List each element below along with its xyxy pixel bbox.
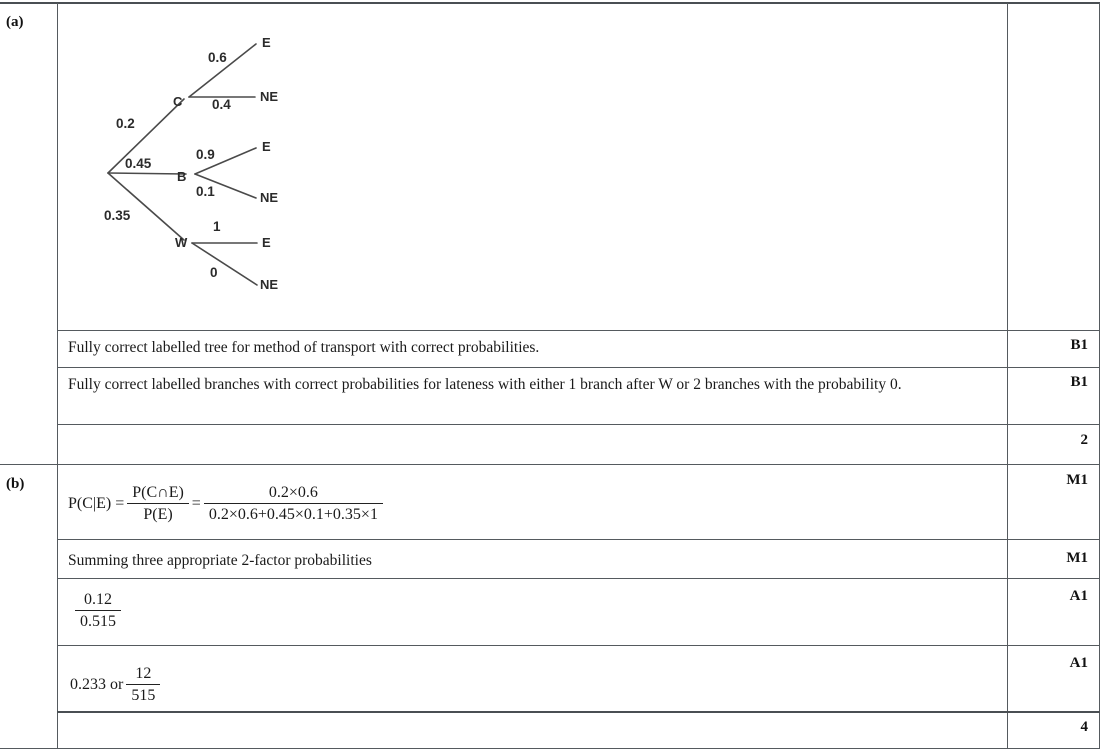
tree-prob-w-ne: 0	[210, 265, 218, 280]
row-divider-3	[57, 424, 1100, 425]
part-label-a: (a)	[6, 14, 24, 30]
answer-fraction-decimal-frac	[75, 590, 121, 631]
final-answer-denominator: 515	[131, 687, 156, 705]
row-divider-7	[57, 711, 1100, 713]
tree-prob-c-e: 0.6	[208, 50, 227, 65]
formula-lhs: P(C|E) =	[68, 494, 125, 512]
row-mark-b-a1-answer: A1	[1069, 655, 1088, 671]
tree-node-w-e: E	[262, 235, 271, 250]
conditional-probability-formula	[68, 483, 386, 524]
tree-prob-b-ne: 0.1	[196, 184, 215, 199]
row-mark-part-a-total: 2	[1080, 432, 1088, 448]
row-mark-b1-second: B1	[1070, 374, 1088, 390]
final-answer	[70, 664, 163, 705]
row-text-fully-correct-tree: Fully correct labelled tree for method of transport with correct probabilities.	[68, 339, 540, 356]
table-border-top-left	[0, 2, 58, 4]
tree-prob-c-ne: 0.4	[212, 97, 231, 112]
tree-node-b: B	[177, 169, 187, 184]
tree-prob-b-e: 0.9	[196, 147, 215, 162]
tree-node-c-e: E	[262, 35, 271, 50]
branch-w-ne	[192, 243, 257, 285]
part-divider-a-b	[0, 464, 1100, 465]
final-answer-numerator: 12	[126, 664, 160, 685]
row-divider-6	[57, 645, 1100, 646]
tree-node-w-ne: NE	[260, 277, 279, 292]
answer-fraction-decimal	[72, 590, 124, 631]
tree-node-c: C	[173, 94, 183, 109]
formula-fraction-1	[127, 483, 189, 524]
row-divider-5	[57, 578, 1100, 579]
branch-root-b	[108, 173, 186, 174]
row-divider-1	[57, 330, 1100, 331]
formula-fraction-2-numerator: 0.2×0.6	[204, 483, 383, 504]
tree-node-c-ne: NE	[260, 89, 279, 104]
part-label-b: (b)	[6, 476, 25, 492]
tree-prob-w: 0.35	[104, 208, 131, 223]
row-mark-part-b-total: 4	[1080, 719, 1088, 735]
answer-fraction-decimal-denominator: 0.515	[80, 613, 116, 631]
row-mark-b-m1-summing: M1	[1066, 550, 1088, 566]
tree-prob-b: 0.45	[125, 156, 152, 171]
formula-fraction-1-numerator: P(C∩E)	[127, 483, 189, 504]
row-text-fully-correct-branches: Fully correct labelled branches with correct probabilities for lateness with either 1 branch after W or 2 branches with the probability 0.	[68, 376, 902, 393]
answer-fraction-decimal-numerator: 0.12	[75, 590, 121, 611]
tree-branches-svg	[58, 4, 1008, 320]
formula-fraction-1-denominator: P(E)	[143, 506, 173, 524]
branch-root-w	[108, 173, 184, 240]
row-mark-b-a1-fraction: A1	[1069, 588, 1088, 604]
final-answer-prefix: 0.233 or	[70, 675, 124, 693]
tree-prob-w-e: 1	[213, 219, 221, 234]
formula-fraction-2	[204, 483, 383, 524]
tree-node-b-ne: NE	[260, 190, 279, 205]
tree-node-b-e: E	[262, 139, 271, 154]
table-border-bottom	[0, 748, 1100, 749]
probability-tree-diagram	[58, 4, 1008, 320]
formula-fraction-2-denominator: 0.2×0.6+0.45×0.1+0.35×1	[208, 506, 378, 524]
final-answer-fraction	[126, 664, 160, 705]
row-divider-4	[57, 539, 1100, 540]
row-mark-b1-first: B1	[1070, 337, 1088, 353]
tree-node-w: W	[175, 235, 188, 250]
row-mark-b-m1-formula: M1	[1066, 472, 1088, 488]
row-divider-2	[57, 367, 1100, 368]
formula-equals: =	[191, 494, 201, 512]
tree-prob-c: 0.2	[116, 116, 135, 131]
row-text-summing-probabilities: Summing three appropriate 2-factor probabilities	[68, 552, 372, 569]
